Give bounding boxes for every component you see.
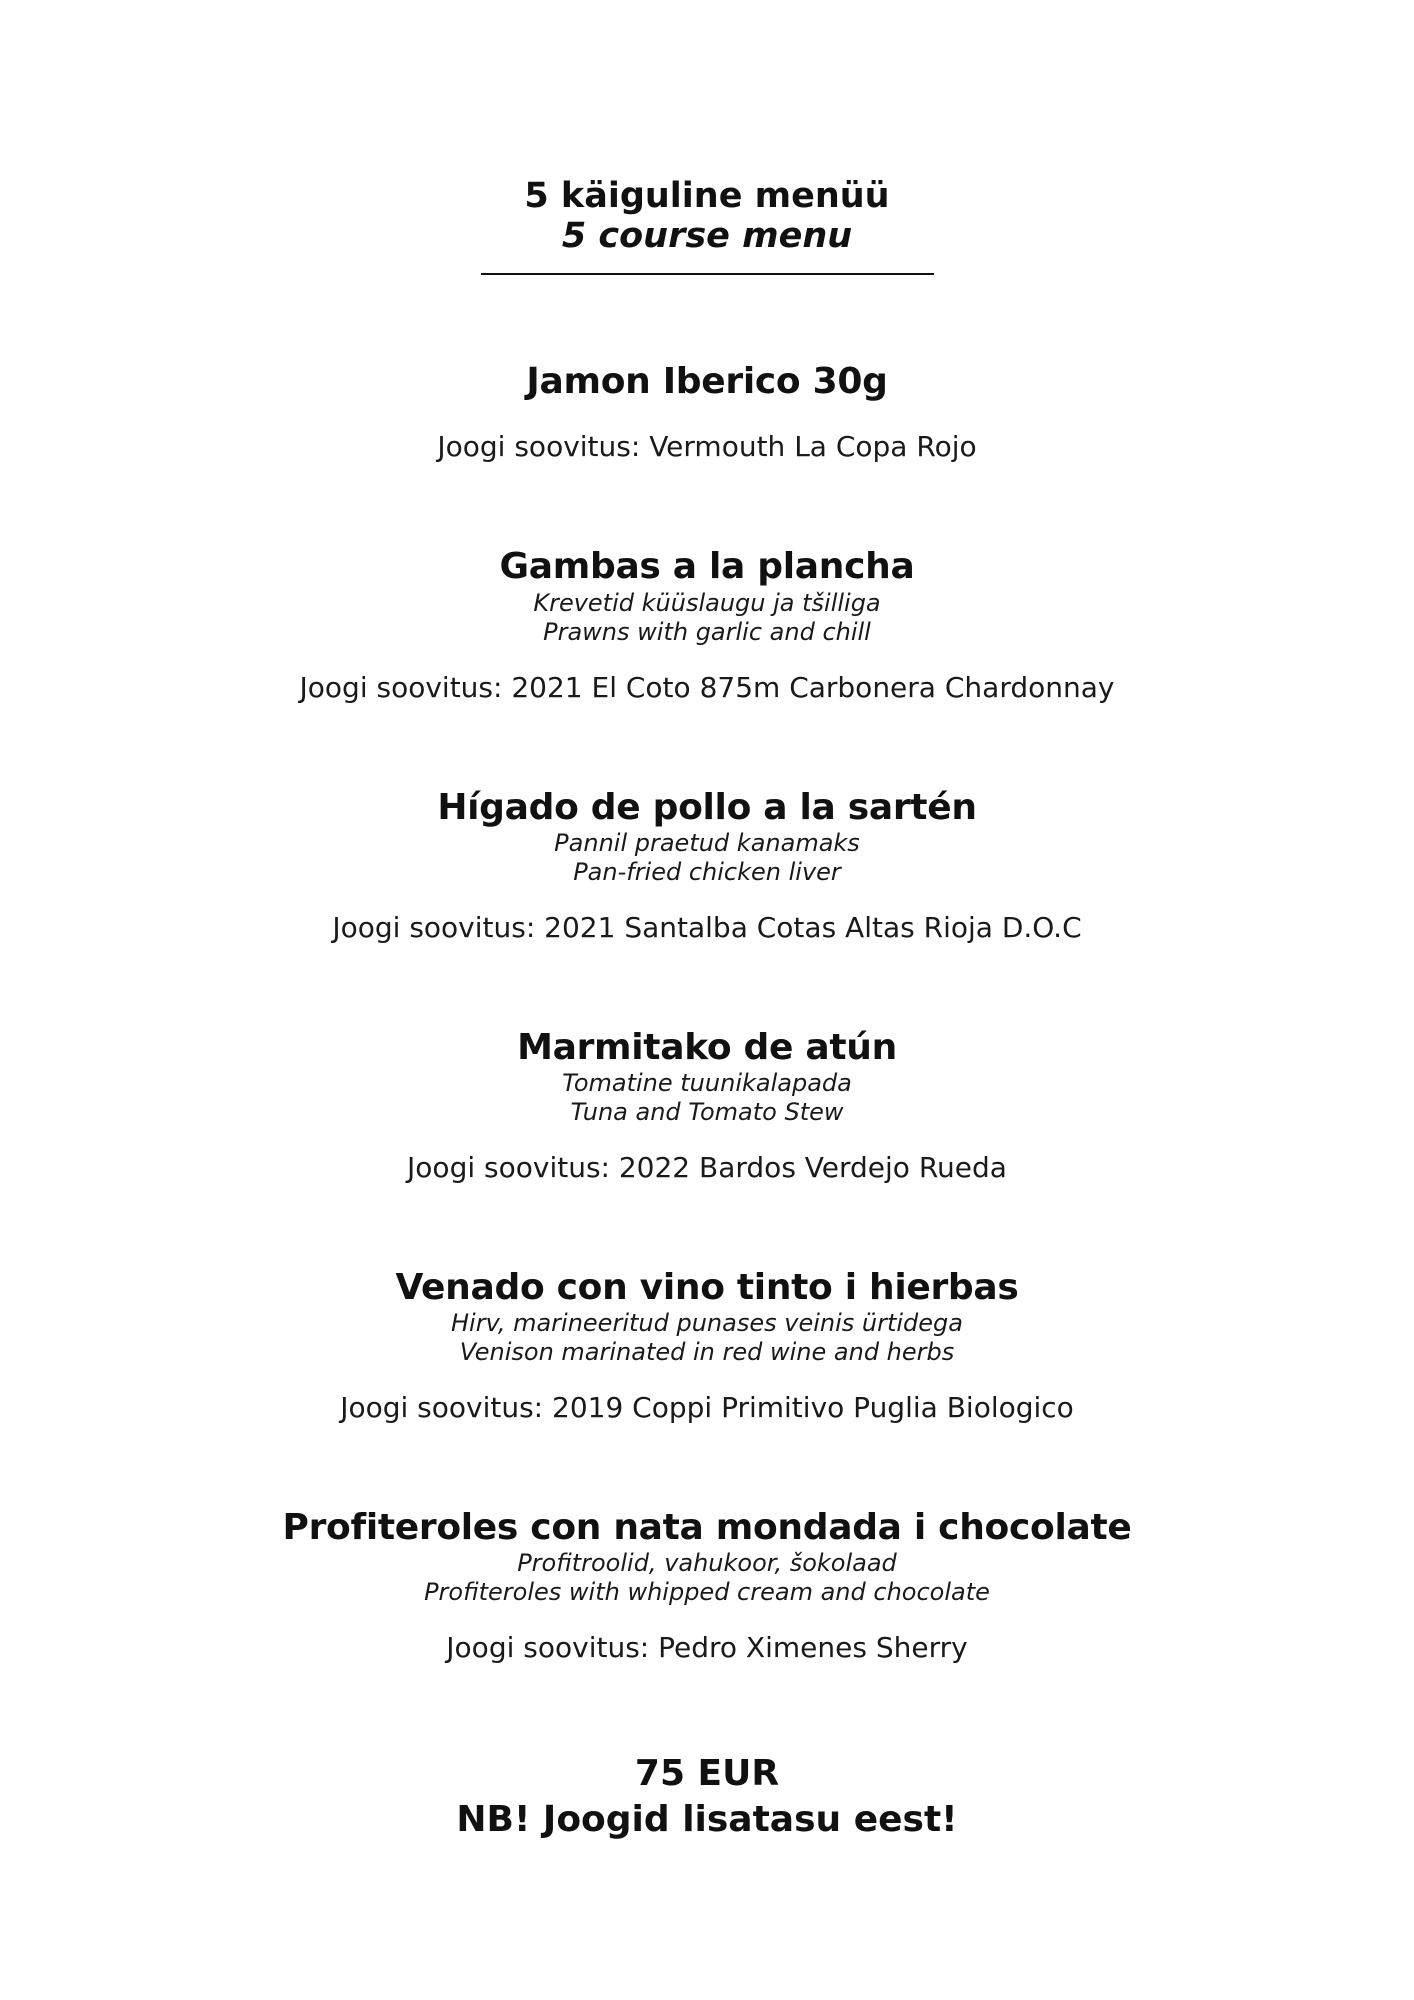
title-divider (481, 273, 934, 275)
course-3-desc-english: Pan-fried chicken liver (573, 858, 841, 886)
course-4-name: Marmitako de atún (517, 1027, 897, 1068)
course-5-name: Venado con vino tinto i hierbas (395, 1267, 1019, 1308)
menu-title-estonian: 5 käiguline menüü (524, 176, 890, 216)
drinks-extra-charge-note: NB! Joogid lisatasu eest! (456, 1799, 958, 1840)
course-6-desc-estonian: Profitroolid, vahukoor, šokolaad (517, 1549, 897, 1577)
menu-title-english: 5 course menu (561, 216, 853, 256)
course-6-pairing: Joogi soovitus: Pedro Ximenes Sherry (446, 1631, 968, 1664)
course-5-pairing: Joogi soovitus: 2019 Coppi Primitivo Puglia Biologico (340, 1391, 1074, 1424)
course-4-desc-estonian: Tomatine tuunikalapada (562, 1069, 852, 1097)
course-3-name: Hígado de pollo a la sartén (437, 787, 977, 828)
course-5-desc-estonian: Hirv, marineeritud punases veinis ürtidega (451, 1309, 963, 1337)
course-3-pairing: Joogi soovitus: 2021 Santalba Cotas Altas Rioja D.O.C (332, 911, 1082, 944)
course-2-pairing: Joogi soovitus: 2021 El Coto 875m Carbonera Chardonnay (299, 671, 1115, 704)
course-2-name: Gambas a la plancha (499, 546, 915, 587)
course-3-desc-estonian: Pannil praetud kanamaks (554, 829, 860, 857)
course-1-pairing: Joogi soovitus: Vermouth La Copa Rojo (437, 430, 977, 463)
course-2-desc-english: Prawns with garlic and chill (543, 618, 871, 646)
course-1-name: Jamon Iberico 30g (526, 361, 888, 402)
menu-price: 75 EUR (634, 1753, 780, 1794)
course-6-name: Profiteroles con nata mondada i chocolate (282, 1507, 1132, 1548)
course-6-desc-english: Profiteroles with whipped cream and chocolate (424, 1578, 990, 1606)
course-4-pairing: Joogi soovitus: 2022 Bardos Verdejo Rueda (407, 1151, 1007, 1184)
course-5-desc-english: Venison marinated in red wine and herbs (459, 1338, 955, 1366)
course-2-desc-estonian: Krevetid küüslaugu ja tšilliga (533, 589, 881, 617)
course-4-desc-english: Tuna and Tomato Stew (570, 1098, 844, 1126)
